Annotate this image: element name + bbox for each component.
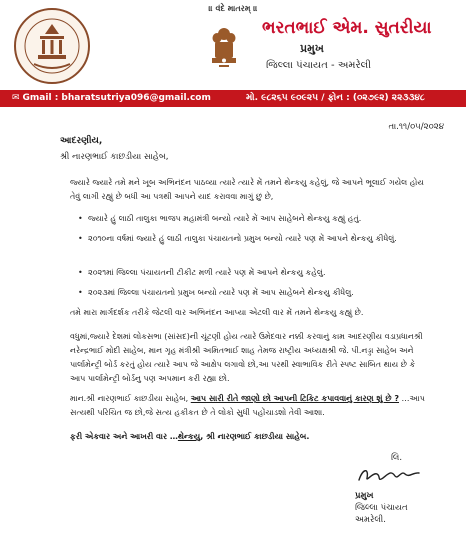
para5-emphasis: થેન્કયુ	[177, 432, 201, 441]
bullet-item: • ૨૦૧૦ના વર્ષમાં જ્યારે હું લાઠી તાલુકા પંચાયતનો પ્રમુખ બન્યો ત્યારે પણ મેં આપને થેન્કયુ કીધેલું.	[88, 232, 408, 246]
sender-designation: પ્રમુખ	[300, 42, 324, 55]
contact-bar	[0, 90, 466, 107]
para4-emphasis: આપ સારી રીતે જાણો છો આપની ટિકિટ કપાવવાનું કારણ શું છે ?	[190, 394, 399, 403]
paragraph-5	[70, 430, 426, 444]
sender-name: ભરતભાઈ એમ. સુતરીયા	[262, 18, 432, 38]
email-line	[12, 93, 211, 103]
national-emblem-icon	[210, 26, 238, 72]
greeting: આદરણીય,	[60, 136, 103, 146]
sign-office-line1: જિલ્લા પંચાયત	[355, 503, 408, 513]
para5-tail: , શ્રી નારણભાઈ કાછડીયા સાહેબ.	[200, 432, 310, 441]
bullet-item: • ૨૦૨૧માં જિલ્લા પંચાયતની ટીકીટ મળી ત્યારે પણ મેં આપને થેન્કયુ કહેલું.	[88, 266, 408, 280]
sender-office: જિલ્લા પંચાયત - અમરેલી	[266, 60, 372, 71]
vande-mataram-line: ॥ વંદે માતરમ્ ॥	[208, 4, 258, 13]
phone-numbers: મો. ૯૮૨૬૫ ૯૦૯૨૫ / ફોન : (૦૨૭૯૨) ૨૨૩૩૪૮	[246, 93, 425, 103]
bullet-item: • ૨૦૨૩માં જિલ્લા પંચાયતનો પ્રમુખ બન્યો ત્યારે પણ મેં આપ સાહેબને થેન્કયુ કીધેલુ.	[88, 286, 408, 300]
paragraph-4	[70, 392, 426, 420]
sign-office-line2: અમરેલી.	[355, 515, 386, 525]
handwritten-signature-icon	[355, 464, 425, 486]
para4-lead: માન.શ્રી નારણભાઈ કાછડીયા સાહેબ,	[70, 394, 189, 403]
bullet-item: • જ્યારે હું લાઠી તાલુકા ભાજપ મહામંત્રી બન્યો ત્યારે મેં આપ સાહેબને થેન્કયુ કહ્યું હતું.	[88, 212, 408, 226]
paragraph-1: જ્યારે જ્યારે તમે મને ખૂબ અભિનંદન પાઠવ્યા ત્યારે ત્યારે મેં તમને થેન્કયુ કહેલું, જે આપને ભૂલાઈ ગયેલ હોય તેવું લાગી રહ્યું છે બધી આ પત્રથી આપને યાદ કરાવવા માગું છું છે,	[70, 178, 424, 201]
para5-lead: ફરી એકવાર અને આખરી વાર …	[70, 432, 178, 441]
para4-tail: …આપ સત્યથી પરિચિત જ છો,જે સત્ય હકીકત છે તે લોકો સુધી પહોંચાડશો તેવી આશા.	[70, 394, 425, 417]
paragraph-2: તમે મારા માર્ગદર્શક તરીકે જેટલી વાર અભિનંદન આપ્યા એટલી વાર મેં તમને થેન્કયુ કહ્યું છે.	[70, 308, 364, 317]
district-panchayat-seal-icon	[12, 6, 92, 86]
mail-icon: ✉	[12, 93, 20, 103]
paragraph-3: વધુમાં,જ્યારે દેશમાં લોકસભા (સાંસદ)ની ચૂંટણી હોય ત્યારે ઉમેદવાર નક્કી કરવાનું કામ આદરણીય વડાપ્રધાનશ્રી નરેન્દ્રભાઈ મોદી સાહેબ, માન ગૃહ મંત્રીશ્રી અમિતભાઈ શાહ તેમજ રાષ્ટ્રીય અધ્યક્ષશ્રી જે. પી.નડ્ડા સાહેબ અને પાર્લામેન્ટ્રી બોર્ડ કરતું હોય ત્યારે આપ જે આક્ષેપ લગાવો છો,આ પરથી સ્વાભાવિક રીતે સ્પષ્ટ સાબિત થાય છે કે આપ પાર્લામેન્ટ્રી બોર્ડનુ પણ અપમાન કરી રહ્યા છો.	[70, 332, 423, 383]
addressee: શ્રી નારણભાઈ કાછડીયા સાહેબ,	[60, 152, 169, 162]
email-text: Gmail : bharatsutriya096@gmail.com	[22, 93, 211, 103]
sign-li: લિ.	[391, 453, 403, 463]
sign-designation: પ્રમુખ	[355, 491, 374, 501]
letter-date: તા.૧૧/૦૫/૨૦૨૪	[388, 122, 444, 132]
signature-block	[355, 452, 425, 526]
